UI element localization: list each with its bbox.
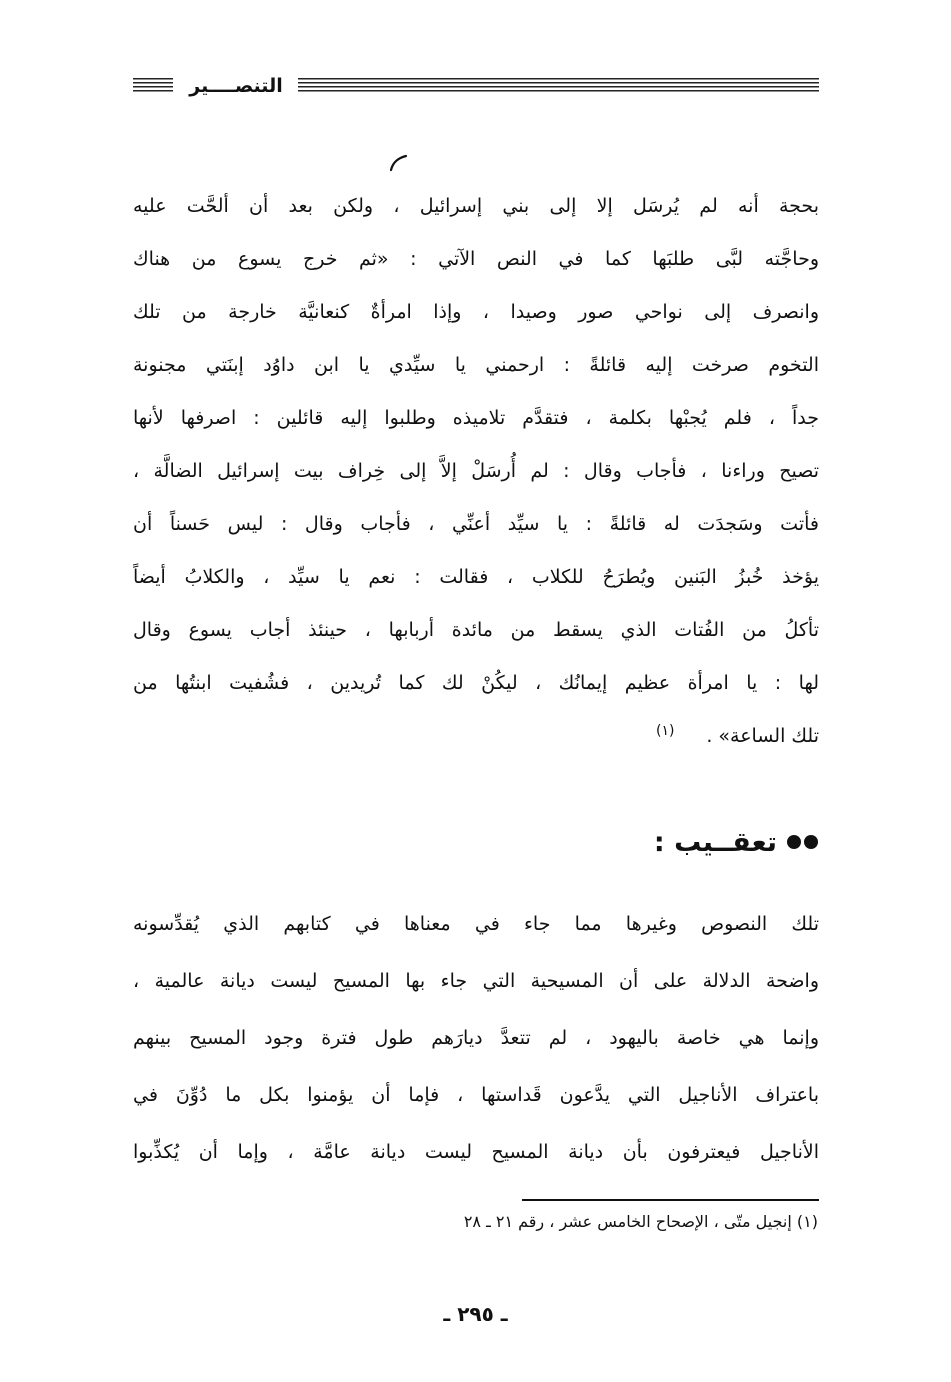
passage-line: جداً ، فلم يُجبْها بكلمة ، فتقدَّم تلاميذه وطلبوا إليه قائلين : اصرفها لأنها [133, 407, 819, 429]
passage-line: لها : يا امرأة عظيم إيمانُك ، ليكُنْ لك كما تُريدين ، فشُفيت ابنتُها من [133, 672, 819, 694]
passage-line: وانصرف إلى نواحي صور وصيدا ، وإذا امرأةٌ كنعانيَّة خارجة من تلك [133, 301, 819, 323]
commentary-line: وإنما هي خاصة باليهود ، لم تتعدَّ ديارَهم طول فترة وجود المسيح بينهم [133, 1027, 819, 1049]
footnote-divider [522, 1199, 819, 1201]
passage-line: تلك الساعة» . [706, 725, 819, 747]
passage-line: تأكلُ من الفُتات الذي يسقط من مائدة أربابها ، حينئذ أجاب يسوع وقال [133, 619, 819, 641]
passage-line: يؤخذ خُبزُ البَنين ويُطرَحُ للكلاب ، فقالت : نعم يا سيِّد ، والكلابُ أيضاً [133, 566, 819, 588]
commentary-line: الأناجيل فيعترفون بأن ديانة المسيح ليست ديانة عامَّة ، وإما أن يُكذِّبوا [133, 1141, 819, 1163]
stray-pen-mark [386, 150, 410, 174]
passage-line: فأتت وسَجدَت له قائلةً : يا سيِّد أعنِّي ، فأجاب وقال : ليس حَسناً أن [133, 513, 819, 535]
header-title: التنصــــير [189, 75, 283, 97]
commentary-paragraph [133, 896, 819, 1181]
commentary-line: باعتراف الأناجيل التي يدَّعون قَداستها ، فإما أن يؤمنوا بكل ما دُوِّنَ في [133, 1084, 819, 1106]
gospel-passage [133, 180, 819, 763]
header-rule-long [298, 78, 819, 94]
passage-line: تصيح وراءنا ، فأجاب وقال : لم أُرسَلْ إلاَّ إلى خِراف بيت إسرائيل الضالَّة ، [133, 460, 819, 482]
section-heading [654, 820, 818, 864]
footnote: (١) إنجيل متّى ، الإصحاح الخامس عشر ، رقم ٢١ ـ ٢٨ [463, 1212, 818, 1231]
double-bullet-icon [787, 835, 818, 849]
commentary-line: واضحة الدلالة على أن المسيحية التي جاء بها المسيح ليست ديانة عالمية ، [133, 970, 819, 992]
passage-line: بحجة أنه لم يُرسَل إلا إلى بني إسرائيل ، ولكن بعد أن ألحَّت عليه [133, 195, 819, 217]
commentary-line: تلك النصوص وغيرها مما جاء في معناها في كتابهم الذي يُقدِّسونه [133, 913, 819, 935]
passage-line: وحاجَّته لبَّى طلبَها كما في النص الآتي : «ثم خرج يسوع من هناك [133, 248, 819, 270]
passage-line: التخوم صرخت إليه قائلةً : ارحمني يا سيِّدي يا ابن داوُد إبنَتي مجنونة [133, 354, 819, 376]
section-heading-text: تعقــيب : [653, 826, 777, 858]
header-rule-short [133, 78, 173, 94]
page-number: ـ ٢٩٥ ـ [443, 1302, 508, 1326]
running-header [133, 72, 819, 100]
footnote-reference: (١) [656, 723, 675, 739]
